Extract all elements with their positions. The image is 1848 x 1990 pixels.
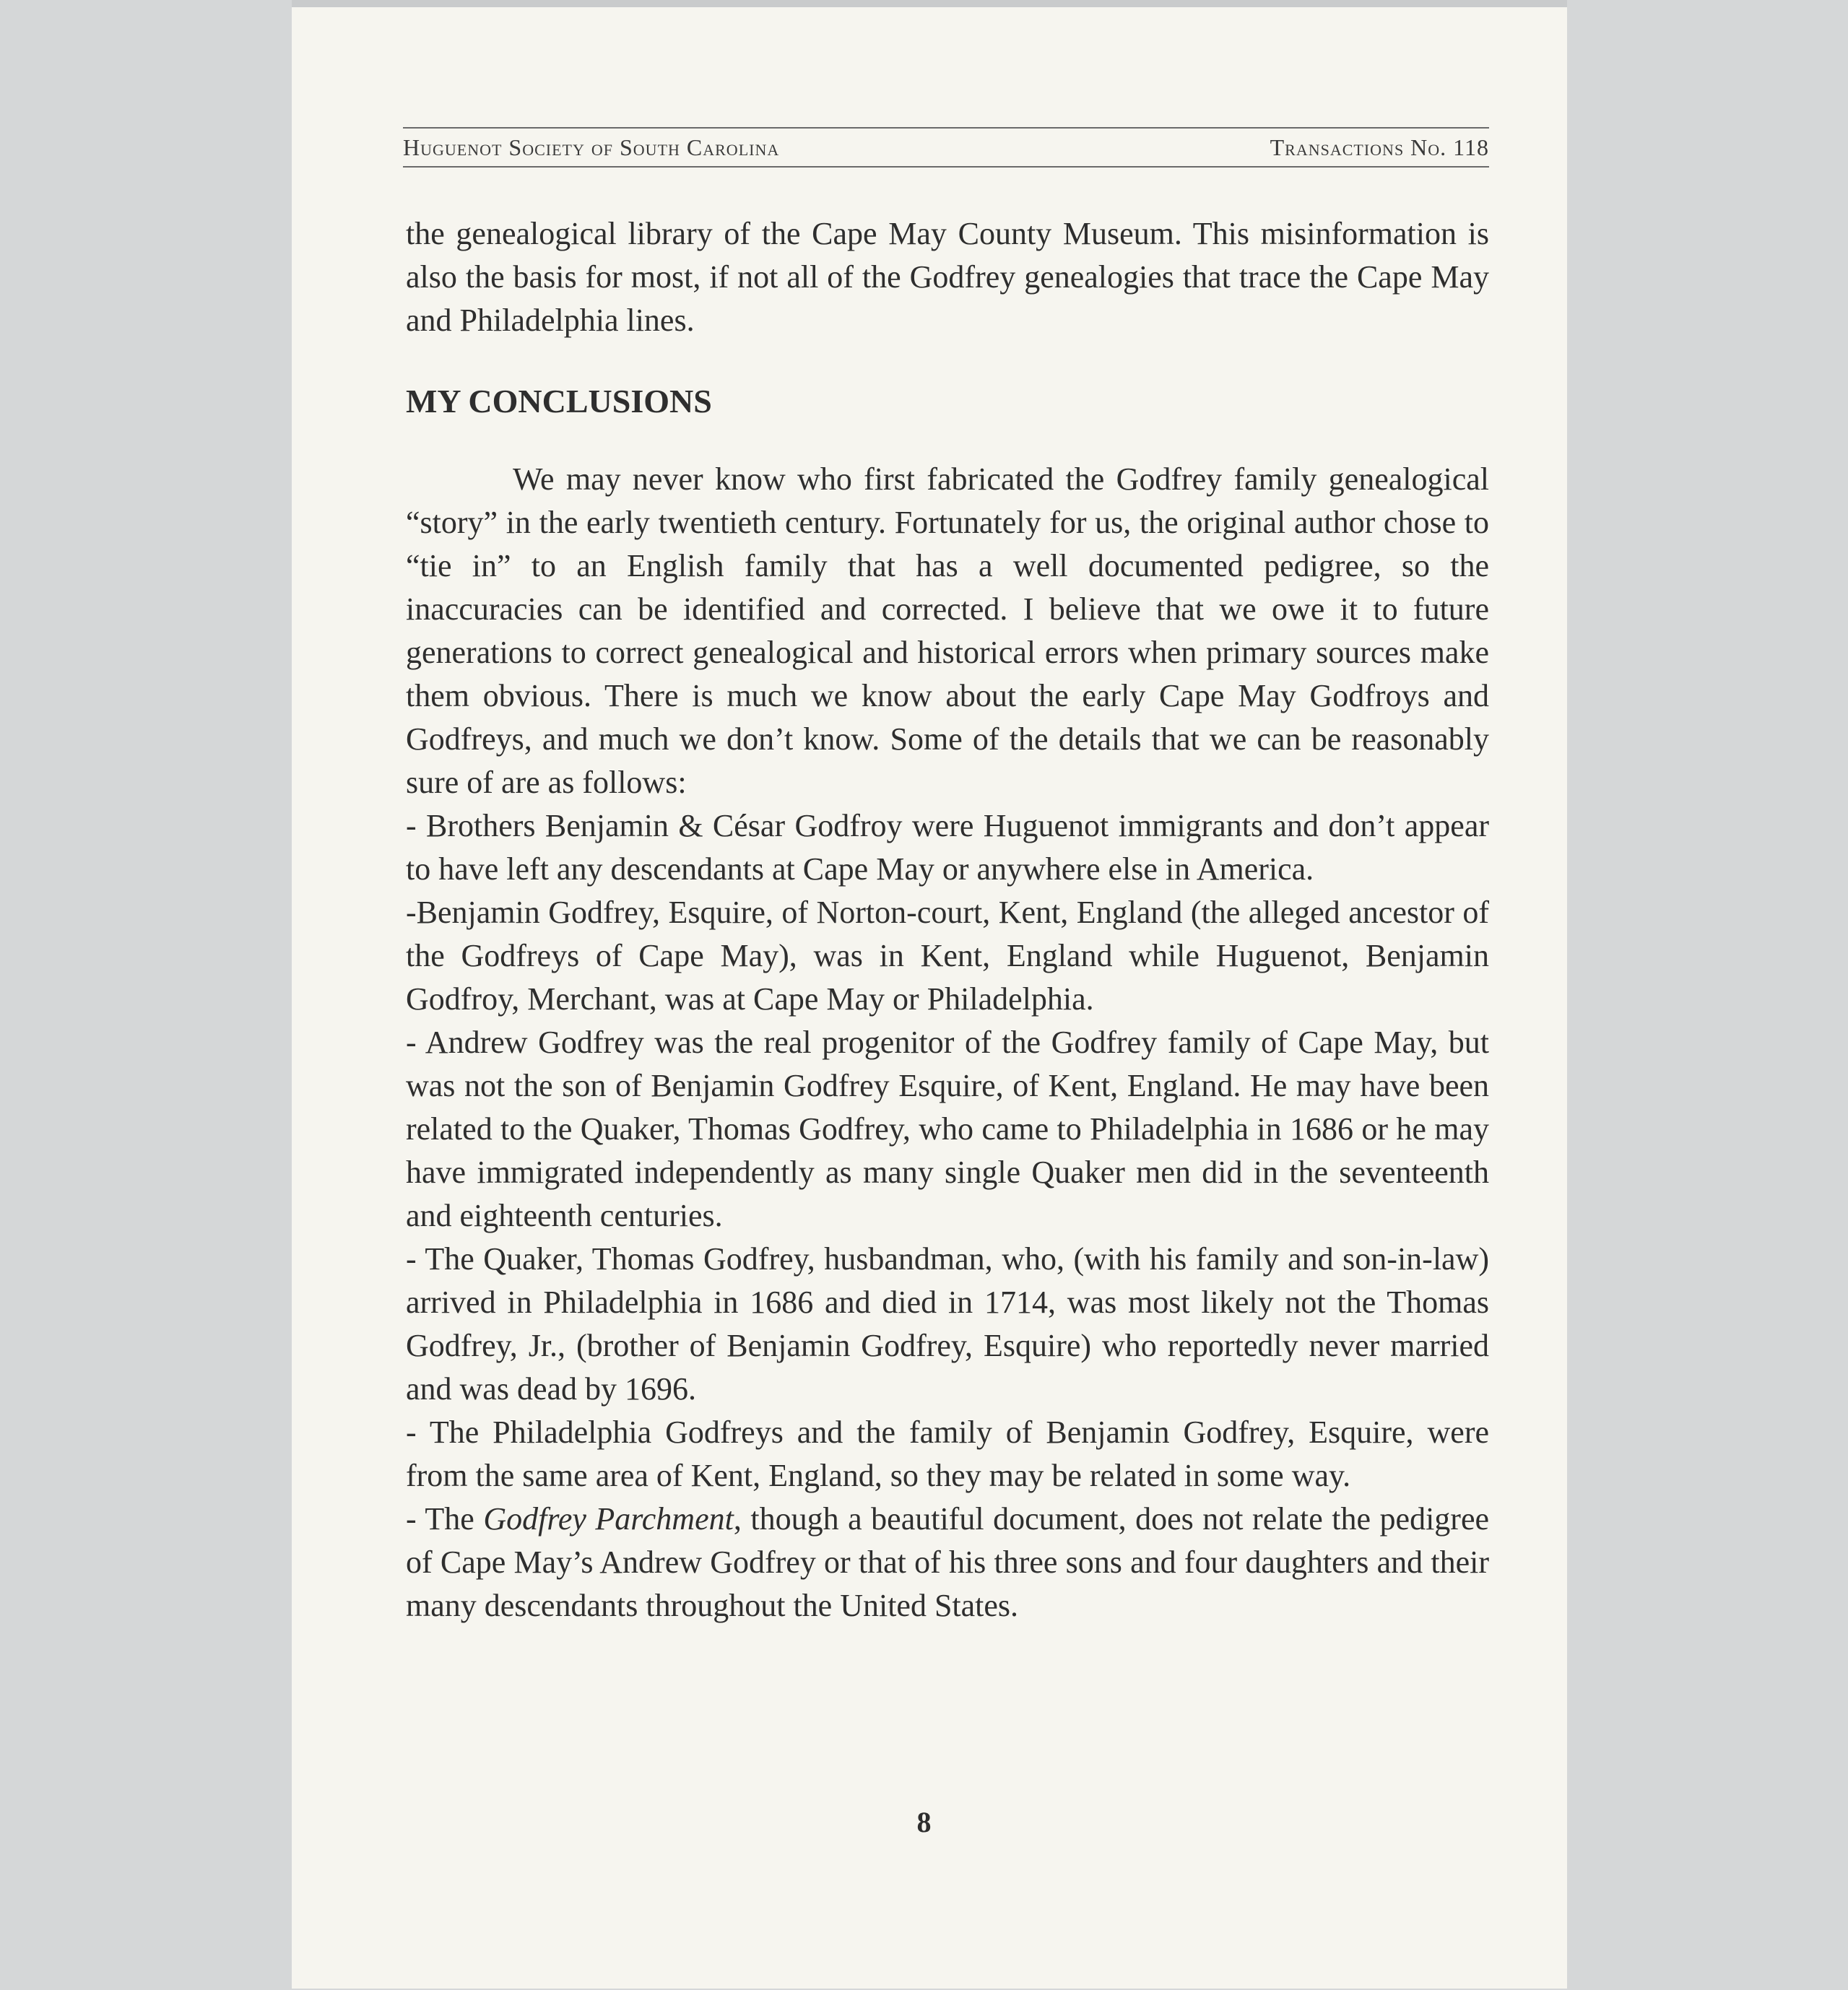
item-prefix: - The xyxy=(406,1501,484,1537)
section-heading: MY CONCLUSIONS xyxy=(406,383,712,420)
list-item: - Andrew Godfrey was the real progenitor of the Godfrey family of Cape May, but was not the son of Benjamin Godfrey Esquire, of Kent, England. He may have been related to the Quaker, Thomas Godfrey, who came to Philadelphia in 1686 or he may have immigrated independently as many single Quaker men did in the seventeenth and eighteenth centuries. xyxy=(406,1025,1489,1233)
list-item: - The Philadelphia Godfreys and the family of Benjamin Godfrey, Esquire, were from the same area of Kent, England, so they may be related in some way. xyxy=(406,1415,1489,1493)
header-society-name: Huguenot Society of South Carolina xyxy=(403,134,780,160)
header-transactions-number: Transactions No. 118 xyxy=(1270,134,1489,160)
body-text xyxy=(406,212,1489,1628)
parchment-title: Godfrey Parchment xyxy=(483,1501,734,1537)
scan-edge-shadow xyxy=(292,0,1567,7)
page-number: 8 xyxy=(916,1806,932,1838)
list-item-parchment xyxy=(406,1498,1489,1628)
item-suffix: , though a beautiful document, does not relate the pedigree of Cape May’s Andrew Godfrey or that of his three sons and four daughters and their many descendants throughout the United States. xyxy=(406,1501,1490,1623)
running-header xyxy=(403,127,1489,168)
intro-paragraph: the genealogical library of the Cape May County Museum. This misinformation is also the basis for most, if not all of the Godfrey genealogies that trace the Cape May and Philadelphia lines. xyxy=(406,216,1489,338)
conclusion-paragraph: We may never know who first fabricated the Godfrey family genealogical “story” in the early twentieth century. Fortunately for us, the original author chose to “tie in” to an English family that has a well documented pedigree, so the inaccuracies can be identified and corrected. I believe that we owe it to future generations to correct genealogical and historical errors when primary sources make them obvious. There is much we know about the early Cape May Godfroys and Godfreys, and much we don’t know. Some of the details that we can be reasonably sure of are as follows: xyxy=(406,461,1489,800)
list-item: - Brothers Benjamin & César Godfroy were Huguenot immigrants and don’t appear to have left any descendants at Cape May or anywhere else in America. xyxy=(406,808,1489,887)
list-item: - The Quaker, Thomas Godfrey, husbandman, who, (with his family and son-in-law) arrived in Philadelphia in 1686 and died in 1714, was most likely not the Thomas Godfrey, Jr., (brother of Benjamin Godfrey, Esquire) who reportedly never married and was dead by 1696. xyxy=(406,1241,1489,1407)
list-item: -Benjamin Godfrey, Esquire, of Norton-court, Kent, England (the alleged ancestor of the Godfreys of Cape May), was in Kent, England while Huguenot, Benjamin Godfroy, Merchant, was at Cape May or Philadelphia. xyxy=(406,895,1489,1017)
